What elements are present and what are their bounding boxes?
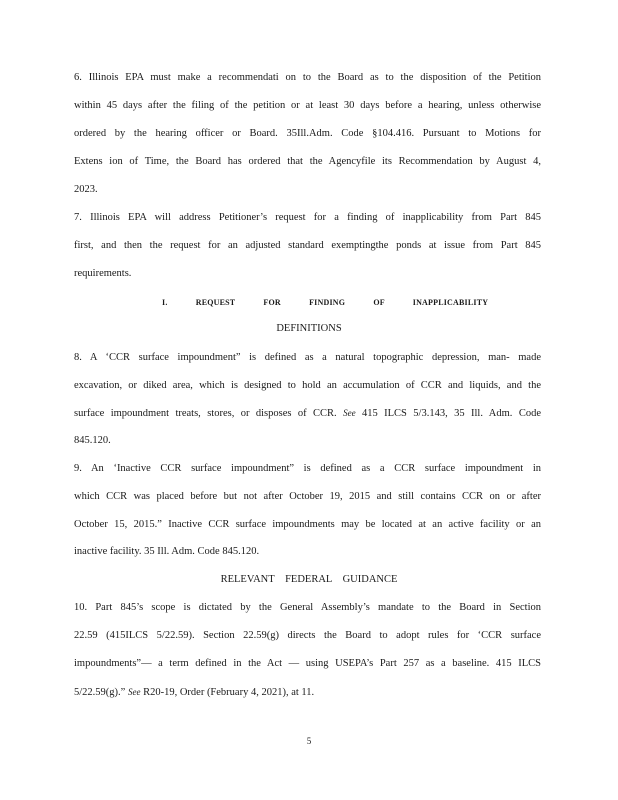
para9-line2: which CCR was placed before but not after October 19, 2015 and still contains CCR on or after: [74, 491, 541, 502]
para9-line1: 9. An ‘Inactive CCR surface impoundment” is defined as a CCR surface impoundment in: [74, 463, 541, 474]
see-citation: See: [343, 408, 356, 418]
para6-line4: Extens ion of Time, the Board has ordered that the Agencyfile its Recommendation by August 4,: [74, 156, 541, 167]
para7-line1: 7. Illinois EPA will address Petitioner’s request for a finding of inapplicability from Part 845: [74, 212, 541, 223]
para10-line2: 22.59 (415ILCS 5/22.59). Section 22.59(g) directs the Board to adopt rules for ‘CCR surface: [74, 630, 541, 641]
para7-line3: requirements.: [74, 268, 132, 279]
para6-line5: 2023.: [74, 184, 98, 195]
para7-line2: first, and then the request for an adjusted standard exemptingthe ponds at issue from Part 845: [74, 240, 541, 251]
para8-line1: 8. A ‘CCR surface impoundment” is defined as a natural topographic depression, man- made: [74, 352, 541, 363]
section-heading-request: I. REQUEST FOR FINDING OF INAPPLICABILITY: [162, 298, 489, 307]
para6-line3: ordered by the hearing officer or Board. 35Ill.Adm. Code §104.416. Pursuant to Motions for: [74, 128, 541, 139]
section-heading-definitions: DEFINITIONS: [276, 323, 342, 334]
para8-line2: excavation, or diked area, which is designed to hold an accumulation of CCR and liquids, and the: [74, 380, 541, 391]
para10-line1: 10. Part 845’s scope is dictated by the General Assembly’s mandate to the Board in Section: [74, 602, 541, 613]
page-number: 5: [306, 736, 312, 746]
para9-line3: October 15, 2015.” Inactive CCR surface impoundments may be located at an active facility or an: [74, 519, 541, 530]
para6-line2: within 45 days after the filing of the petition or at least 30 days before a hearing, unless otherwise: [74, 100, 541, 111]
para8-line3: surface impoundment treats, stores, or disposes of CCR. See 415 ILCS 5/3.143, 35 Ill. Adm. Code: [74, 408, 541, 419]
para6-line1: 6. Illinois EPA must make a recommendati on to the Board as to the disposition of the Petition: [74, 72, 541, 83]
see-citation: See: [127, 687, 141, 697]
para8-line4: 845.120.: [74, 435, 111, 446]
para10-line4: 5/22.59(g).” See R20-19, Order (February 4, 2021), at 11.: [74, 687, 315, 698]
para9-line4: inactive facility. 35 Ill. Adm. Code 845.120.: [74, 546, 260, 557]
para10-line3: impoundments”— a term defined in the Act — using USEPA’s Part 257 as a baseline. 415 ILCS: [74, 658, 541, 669]
section-heading-federal-guidance: RELEVANT FEDERAL GUIDANCE: [220, 574, 398, 585]
